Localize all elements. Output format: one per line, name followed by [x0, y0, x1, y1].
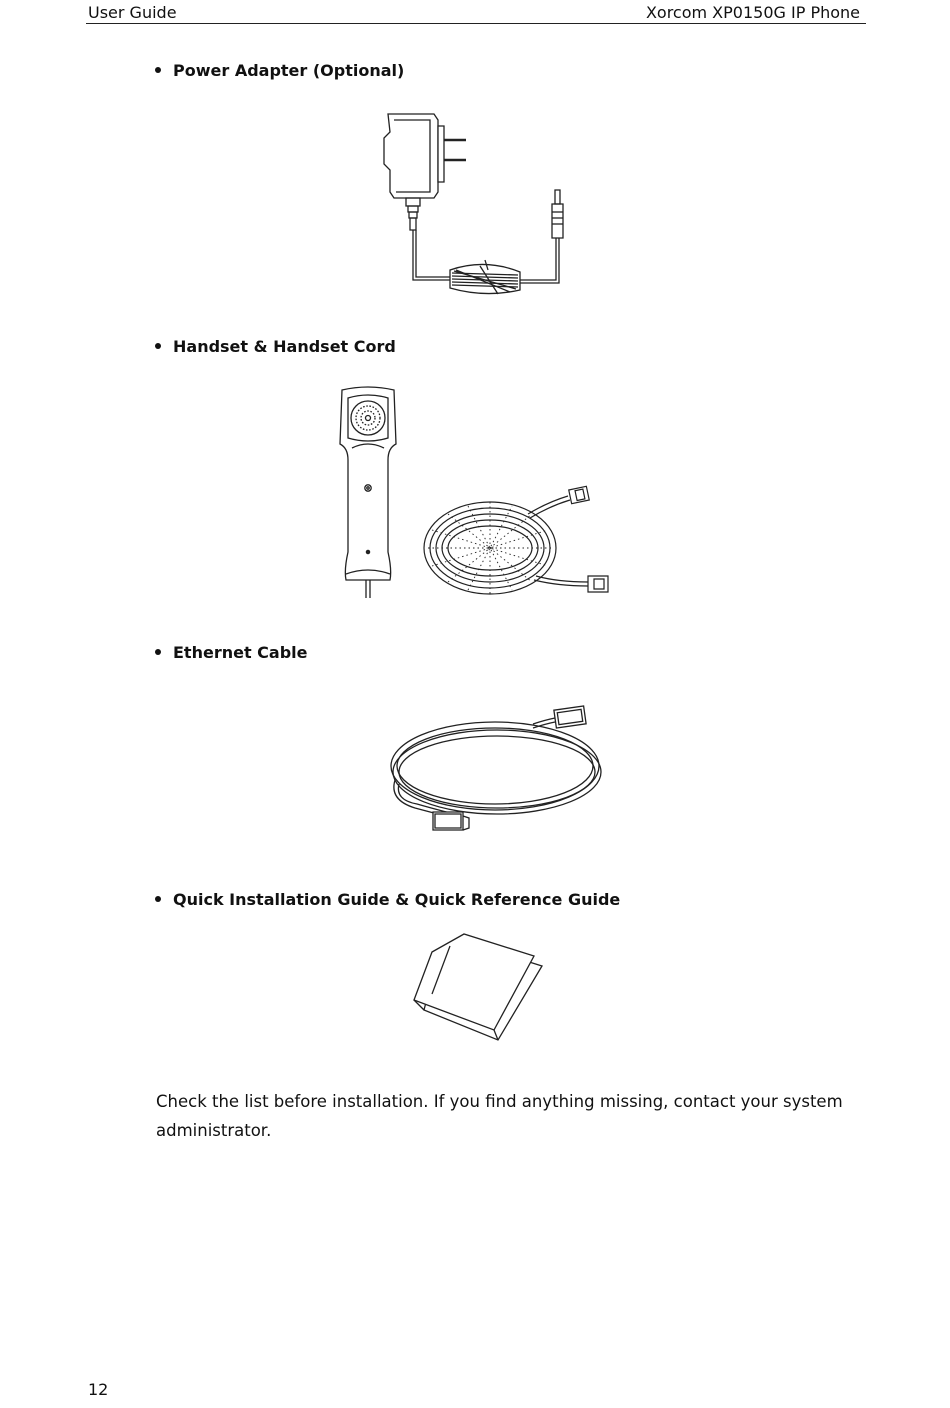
header-title-left: User Guide: [88, 3, 177, 22]
list-item-ethernet-cable: [155, 643, 308, 662]
guide-booklets-icon: [410, 932, 550, 1044]
header-divider: [86, 23, 866, 24]
list-item-power-adapter: [155, 61, 404, 80]
item-label: Quick Installation Guide & Quick Reference Guide: [173, 890, 621, 909]
installation-note: Check the list before installation. If you find anything missing, contact your system administrator.: [156, 1092, 843, 1140]
bullet-icon: [155, 896, 161, 902]
bullet-icon: [155, 343, 161, 349]
list-item-handset: [155, 337, 396, 356]
list-item-quick-guides: [155, 890, 620, 909]
ethernet-cable-icon: [385, 700, 607, 840]
bullet-icon: [155, 67, 161, 73]
power-adapter-icon: [380, 108, 580, 298]
bullet-icon: [155, 649, 161, 655]
item-label: Ethernet Cable: [173, 643, 308, 662]
handset-icon: [336, 384, 400, 600]
item-label: Power Adapter (Optional): [173, 61, 405, 80]
item-label: Handset & Handset Cord: [173, 337, 396, 356]
page-number: 12: [88, 1380, 109, 1399]
handset-cord-icon: [418, 484, 618, 604]
header-title-right: Xorcom XP0150G IP Phone: [645, 3, 860, 22]
